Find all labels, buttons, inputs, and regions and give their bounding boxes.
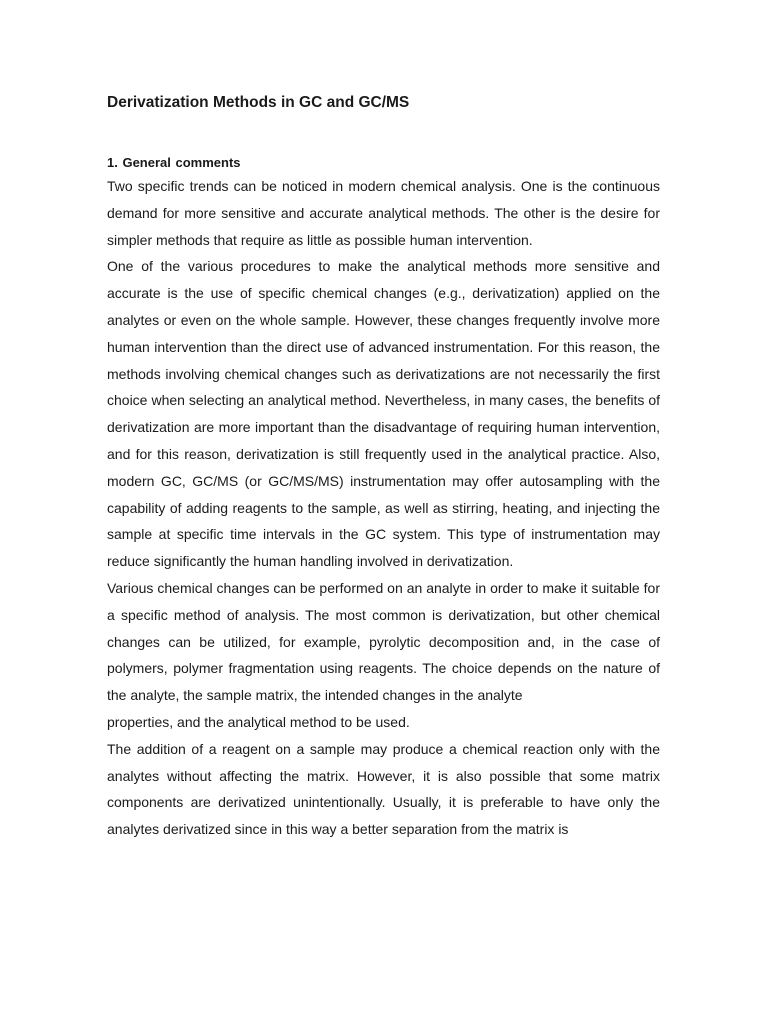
- paragraph-1: Two specific trends can be noticed in modern chemical analysis. One is the continuous demand for more sensitive and accurate analytical methods. The other is the desire for simpler methods that require as little as possible human intervention.: [107, 178, 660, 248]
- paragraph-4: properties, and the analytical method to be used.: [107, 713, 410, 730]
- paragraph-2: One of the various procedures to make the analytical methods more sensitive and accurate is the use of specific chemical changes (e.g., derivatization) applied on the analytes or even on the whole sample. However, these changes frequently involve more human intervention than the direct use of advanced instrumentation. For this reason, the methods involving chemical changes such as derivatizations are not necessarily the first choice when selecting an analytical method. Nevertheless, in many cases, the benefits of derivatization are more important than the disadvantage of requiring human intervention, and for this reason, derivatization is still frequently used in the analytical practice. Also, modern GC, GC/MS (or GC/MS/MS) instrumentation may offer autosampling with the capability of adding reagents to the sample, as well as stirring, heating, and injecting the sample at specific time intervals in the GC system. This type of instrumentation may reduce significantly the human handling involved in derivatization.: [107, 258, 660, 570]
- section-heading: 1. General comments: [107, 155, 241, 170]
- document-page: [107, 93, 660, 843]
- document-title: Derivatization Methods in GC and GC/MS: [107, 94, 410, 111]
- paragraph-3: Various chemical changes can be performed on an analyte in order to make it suitable for a specific method of analysis. The most common is derivatization, but other chemical changes can be utilized, for example, pyrolytic decomposition and, in the case of polymers, polymer fragmentation using reagents. The choice depends on the nature of the analyte, the sample matrix, the intended changes in the analyte: [107, 579, 660, 704]
- paragraph-5: The addition of a reagent on a sample may produce a chemical reaction only with the analytes without affecting the matrix. However, it is also possible that some matrix components are derivatized unintentionally. Usually, it is preferable to have only the analytes derivatized since in this way a better separation from the matrix is: [107, 740, 660, 838]
